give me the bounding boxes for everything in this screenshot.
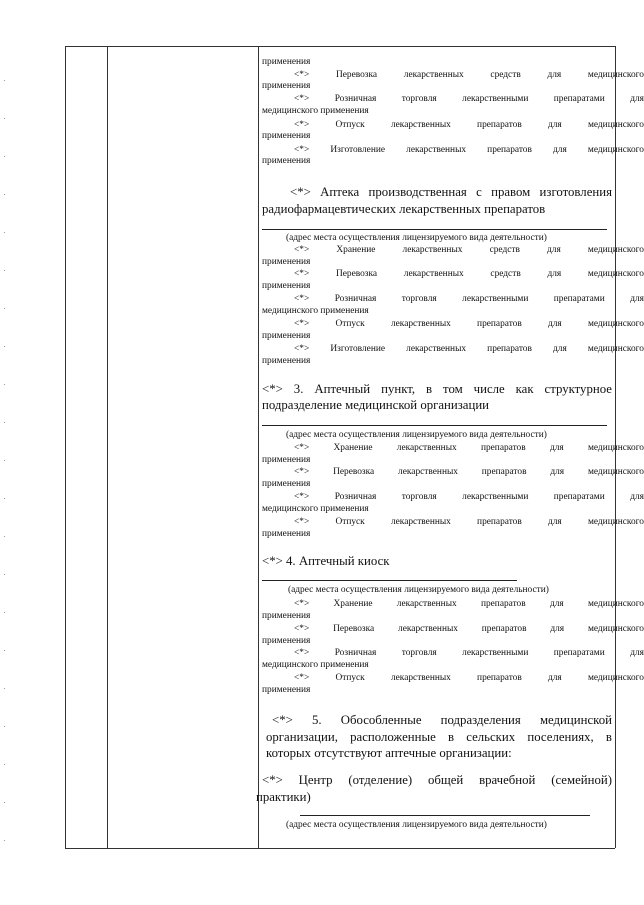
word: Розничная bbox=[334, 648, 377, 658]
list-item bbox=[262, 517, 644, 528]
word: торговля bbox=[401, 492, 437, 502]
word: (семейной) bbox=[551, 773, 612, 787]
word: препаратами bbox=[553, 648, 605, 658]
list-item bbox=[262, 467, 644, 478]
table-border-bottom bbox=[65, 848, 615, 849]
list-item bbox=[262, 120, 644, 131]
word: Изготовление bbox=[330, 344, 386, 354]
text-line: применения bbox=[262, 455, 311, 465]
word: лекарственными bbox=[462, 492, 529, 502]
word: медицинского bbox=[587, 70, 644, 80]
word: производственная bbox=[368, 185, 467, 199]
word: <*> bbox=[294, 599, 310, 609]
text-line: применения bbox=[262, 57, 311, 67]
word: Хранение bbox=[333, 443, 373, 453]
address-underline bbox=[262, 229, 607, 230]
word: медицинского bbox=[587, 145, 644, 155]
word: медицинского bbox=[587, 673, 644, 683]
list-item bbox=[262, 344, 644, 355]
word: для bbox=[550, 467, 565, 477]
section-heading bbox=[262, 772, 612, 789]
word: <*> bbox=[290, 185, 311, 199]
address-underline bbox=[262, 580, 517, 581]
list-item bbox=[262, 648, 644, 659]
word: препаратов bbox=[487, 145, 532, 155]
word: лекарственных bbox=[390, 517, 451, 527]
word: том bbox=[443, 382, 463, 396]
word: <*> bbox=[272, 713, 293, 727]
word: в bbox=[447, 730, 455, 744]
list-item bbox=[262, 319, 644, 330]
word: поселениях, bbox=[527, 730, 594, 744]
word: организации, bbox=[266, 730, 338, 744]
list-item bbox=[262, 145, 644, 156]
address-underline bbox=[300, 815, 590, 816]
text-line: применения bbox=[262, 611, 311, 621]
word: как bbox=[515, 382, 534, 396]
word: Перевозка bbox=[335, 269, 378, 279]
word: препаратов bbox=[480, 599, 526, 609]
section-heading bbox=[290, 184, 612, 201]
word: для bbox=[630, 648, 644, 658]
text-line: применения bbox=[262, 685, 311, 695]
word: для bbox=[547, 120, 562, 130]
address-caption: (адрес места осуществления лицензируемого вида деятельности) bbox=[286, 233, 547, 243]
text-line: медицинского применения bbox=[262, 660, 369, 670]
word: Розничная bbox=[334, 94, 377, 104]
list-item bbox=[262, 599, 644, 610]
word: лекарственными bbox=[462, 94, 529, 104]
word: лекарственных bbox=[396, 599, 457, 609]
word: (отделение) bbox=[348, 773, 413, 787]
word: 5. bbox=[311, 713, 322, 727]
table-border-top bbox=[65, 46, 615, 47]
word: для bbox=[630, 492, 644, 502]
word: Розничная bbox=[334, 294, 377, 304]
word: структурное bbox=[544, 382, 612, 396]
word: препаратами bbox=[553, 492, 605, 502]
word: Хранение bbox=[336, 245, 376, 255]
word: <*> bbox=[294, 294, 310, 304]
text-line: применения bbox=[262, 81, 311, 91]
text-line: медицинского применения bbox=[262, 504, 369, 514]
word: для bbox=[553, 344, 567, 354]
word: торговля bbox=[401, 648, 437, 658]
word: лекарственных bbox=[406, 145, 467, 155]
word: для bbox=[630, 294, 644, 304]
word: <*> bbox=[294, 269, 310, 279]
word: для bbox=[630, 94, 644, 104]
word: для bbox=[547, 70, 562, 80]
section-heading-cont: практики) bbox=[256, 790, 311, 804]
word: для bbox=[547, 245, 561, 255]
word: медицинского bbox=[587, 269, 644, 279]
word: правом bbox=[491, 185, 531, 199]
word: <*> bbox=[294, 319, 310, 329]
word: Перевозка bbox=[333, 624, 375, 634]
word: средств bbox=[490, 269, 521, 279]
word: для bbox=[547, 517, 562, 527]
word: лекарственных bbox=[390, 120, 451, 130]
word: препаратов bbox=[480, 443, 526, 453]
word: медицинского bbox=[587, 245, 644, 255]
word: медицинского bbox=[587, 467, 644, 477]
table-border-col2 bbox=[258, 46, 259, 848]
word: Центр bbox=[298, 773, 333, 787]
list-item bbox=[262, 294, 644, 305]
list-item bbox=[262, 443, 644, 454]
word: медицинского bbox=[587, 319, 644, 329]
word: сельских bbox=[466, 730, 516, 744]
section-heading-cont: подразделение медицинской организации bbox=[262, 398, 490, 412]
text-line: применения bbox=[262, 529, 311, 539]
word: лекарственных bbox=[396, 443, 457, 453]
word: препаратами bbox=[553, 94, 605, 104]
address-caption: (адрес места осуществления лицензируемого вида деятельности) bbox=[286, 430, 547, 440]
word: Отпуск bbox=[335, 319, 365, 329]
word: <*> bbox=[294, 673, 310, 683]
word: медицинского bbox=[587, 599, 644, 609]
section-heading bbox=[272, 712, 612, 729]
word: Перевозка bbox=[333, 467, 375, 477]
word: торговля bbox=[401, 94, 437, 104]
word: подразделения bbox=[440, 713, 521, 727]
word: лекарственных bbox=[406, 344, 467, 354]
word: препаратов bbox=[477, 319, 522, 329]
word: препаратами bbox=[553, 294, 605, 304]
section-heading bbox=[262, 381, 612, 398]
word: общей bbox=[427, 773, 464, 787]
word: <*> bbox=[294, 648, 310, 658]
list-item bbox=[262, 94, 644, 105]
word: Розничная bbox=[334, 492, 377, 502]
word: лекарственных bbox=[398, 624, 458, 634]
word: лекарственными bbox=[462, 294, 529, 304]
word: <*> bbox=[294, 145, 310, 155]
word: для bbox=[550, 624, 565, 634]
word: для bbox=[553, 145, 567, 155]
table-border-left bbox=[65, 46, 66, 848]
word: медицинского bbox=[587, 344, 644, 354]
word: для bbox=[547, 673, 562, 683]
word: лекарственных bbox=[403, 70, 464, 80]
word: Обособленные bbox=[340, 713, 422, 727]
word: числе bbox=[473, 382, 505, 396]
word: <*> bbox=[294, 467, 310, 477]
word: лекарственными bbox=[462, 648, 529, 658]
text-line: применения bbox=[262, 356, 311, 366]
word: <*> bbox=[294, 70, 310, 80]
word: лекарственных bbox=[402, 245, 463, 255]
word: в bbox=[426, 382, 433, 396]
word: пункт, bbox=[381, 382, 416, 396]
list-item bbox=[262, 70, 644, 81]
word: изготовления bbox=[539, 185, 612, 199]
word: Хранение bbox=[333, 599, 373, 609]
word: <*> bbox=[294, 245, 310, 255]
word: медицинского bbox=[587, 624, 644, 634]
word: для bbox=[549, 443, 564, 453]
list-item bbox=[262, 269, 644, 280]
word: медицинского bbox=[587, 120, 644, 130]
word: препаратов bbox=[481, 624, 527, 634]
word: <*> bbox=[294, 492, 310, 502]
word: медицинского bbox=[587, 517, 644, 527]
word: лекарственных bbox=[398, 467, 458, 477]
word: медицинского bbox=[587, 443, 644, 453]
word: препаратов bbox=[481, 467, 527, 477]
word: средств bbox=[490, 70, 521, 80]
text-line: применения bbox=[262, 257, 311, 267]
word: Изготовление bbox=[330, 145, 386, 155]
text-line: применения bbox=[262, 156, 311, 166]
section-heading-cont: которых отсутствуют аптечные организации: bbox=[266, 746, 512, 760]
word: лекарственных bbox=[403, 269, 464, 279]
text-line: медицинского применения bbox=[262, 306, 369, 316]
address-underline bbox=[262, 425, 607, 426]
word: для bbox=[547, 269, 562, 279]
word: <*> bbox=[294, 120, 310, 130]
text-line: применения bbox=[262, 281, 311, 291]
text-line: применения bbox=[262, 131, 311, 141]
text-line: медицинского применения bbox=[262, 106, 369, 116]
list-item bbox=[262, 624, 644, 635]
word: <*> bbox=[294, 94, 310, 104]
word: врачебной bbox=[479, 773, 536, 787]
section-heading-cont bbox=[266, 729, 612, 746]
word: лекарственных bbox=[390, 673, 451, 683]
list-item bbox=[262, 245, 644, 256]
word: Отпуск bbox=[335, 673, 365, 683]
list-item bbox=[262, 673, 644, 684]
word: препаратов bbox=[487, 344, 532, 354]
word: Аптечный bbox=[314, 382, 371, 396]
word: для bbox=[549, 599, 564, 609]
section-heading-cont: радиофармацевтических лекарственных препаратов bbox=[262, 202, 546, 216]
word: с bbox=[476, 185, 482, 199]
word: 3. bbox=[293, 382, 304, 396]
text-line: применения bbox=[262, 331, 311, 341]
word: медицинской bbox=[539, 713, 612, 727]
table-border-col1 bbox=[107, 46, 108, 848]
word: <*> bbox=[294, 517, 310, 527]
margin-punch-marks bbox=[4, 80, 5, 860]
word: для bbox=[547, 319, 562, 329]
address-caption: (адрес места осуществления лицензируемого вида деятельности) bbox=[286, 820, 547, 830]
word: <*> bbox=[294, 443, 310, 453]
word: лекарственных bbox=[390, 319, 451, 329]
word: препаратов bbox=[477, 517, 522, 527]
section-heading: <*> 4. Аптечный киоск bbox=[262, 554, 390, 568]
text-line: применения bbox=[262, 479, 311, 489]
list-item bbox=[262, 492, 644, 503]
address-caption: (адрес места осуществления лицензируемого вида деятельности) bbox=[288, 585, 549, 595]
word: в bbox=[605, 730, 612, 744]
word: <*> bbox=[262, 382, 283, 396]
word: Отпуск bbox=[335, 517, 365, 527]
word: <*> bbox=[294, 344, 310, 354]
word: <*> bbox=[262, 773, 283, 787]
text-line: применения bbox=[262, 636, 311, 646]
word: препаратов bbox=[477, 673, 522, 683]
word: торговля bbox=[401, 294, 437, 304]
word: препаратов bbox=[477, 120, 522, 130]
word: расположенные bbox=[350, 730, 436, 744]
word: Аптека bbox=[320, 185, 360, 199]
word: Отпуск bbox=[335, 120, 365, 130]
word: <*> bbox=[294, 624, 310, 634]
word: Перевозка bbox=[335, 70, 378, 80]
word: средств bbox=[489, 245, 520, 255]
